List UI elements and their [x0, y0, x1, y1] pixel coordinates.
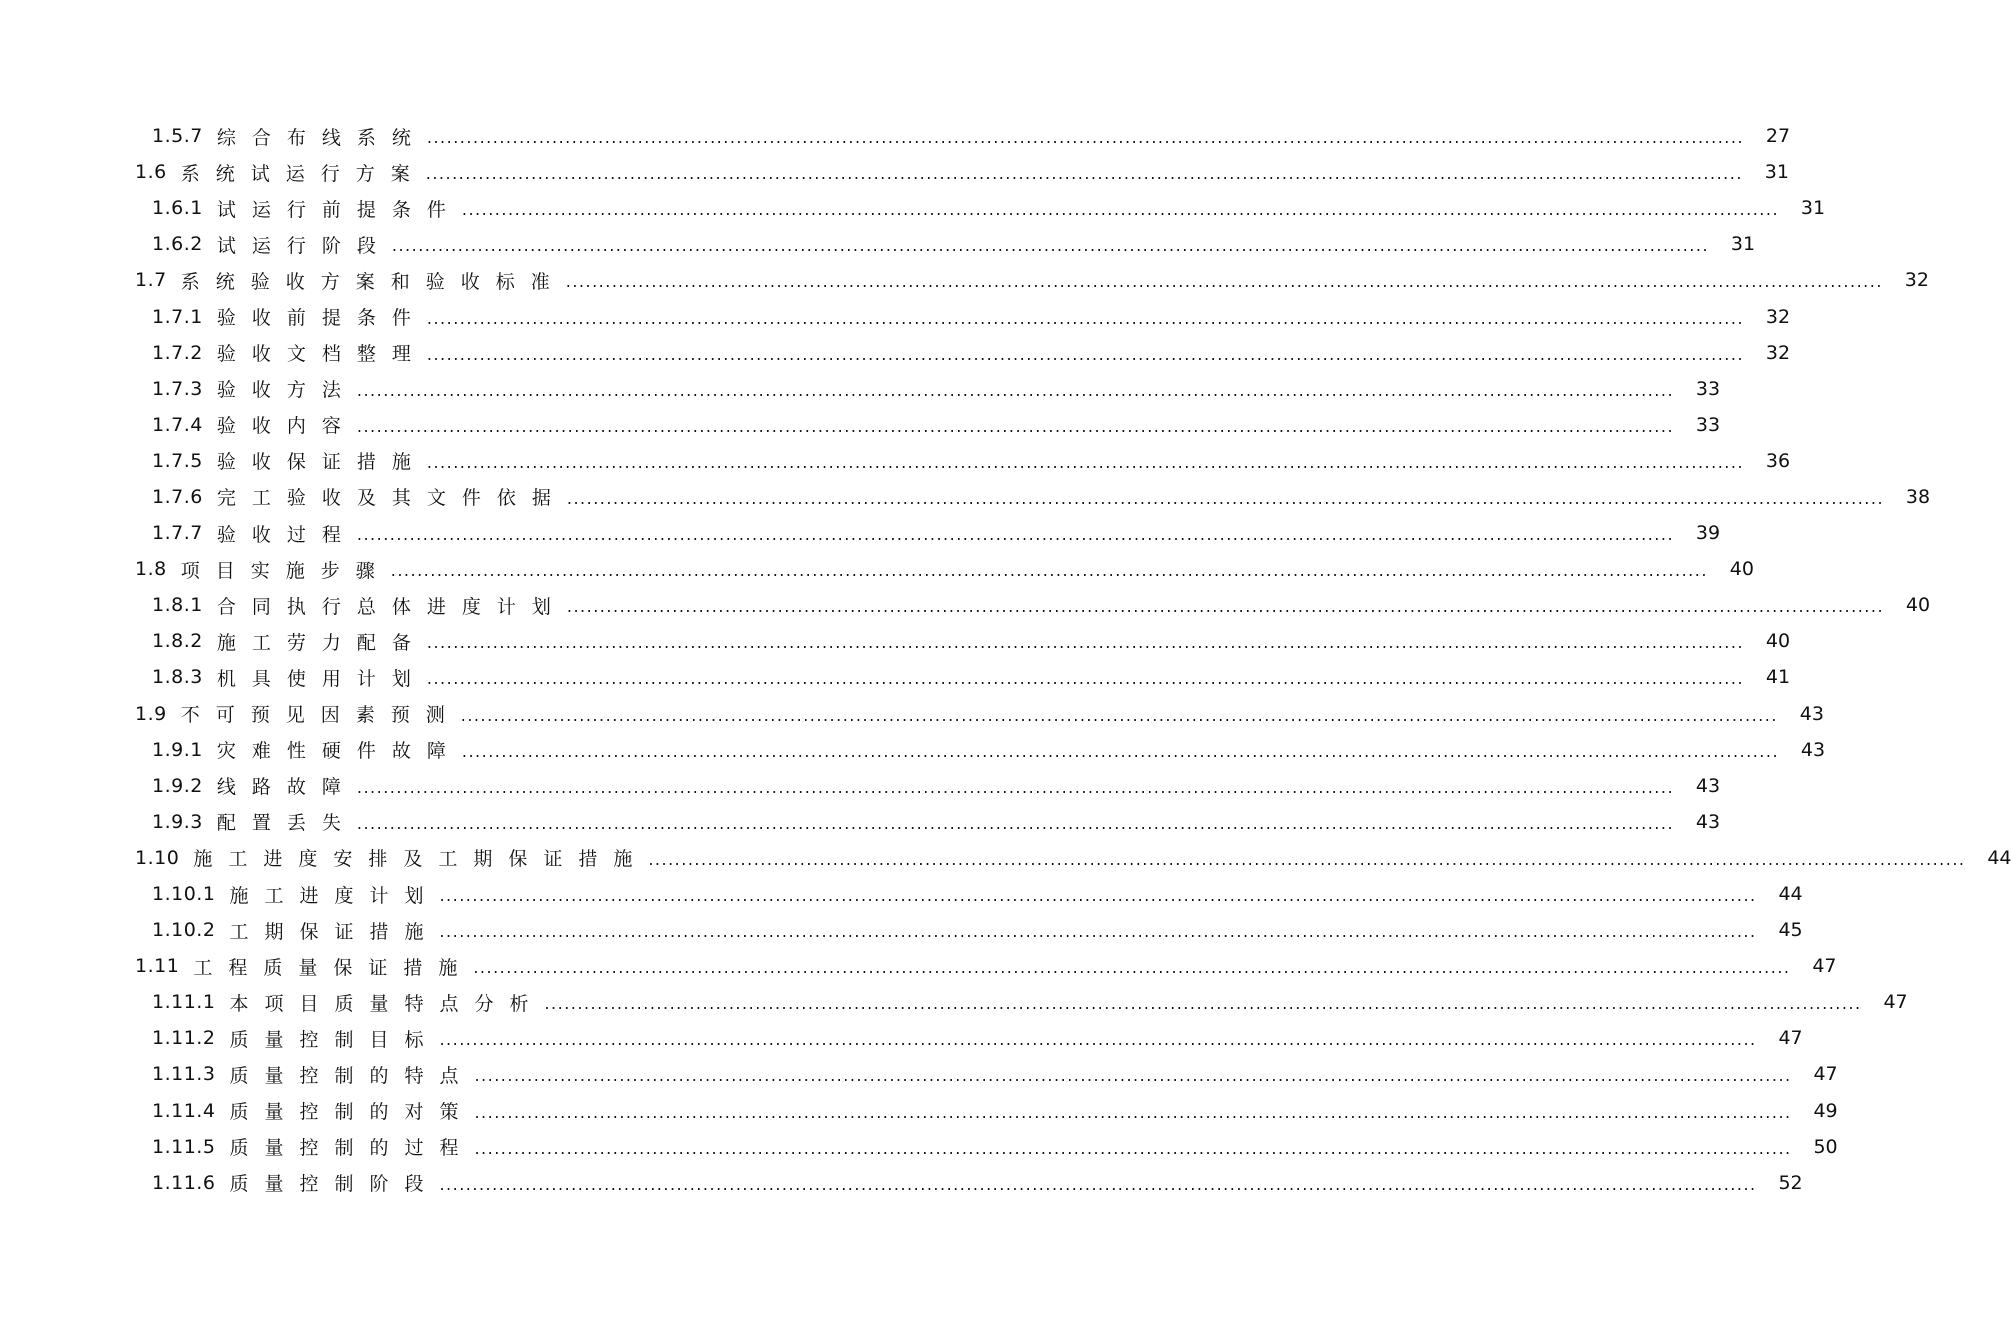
toc-entry-number: 1.10.2 [152, 919, 216, 942]
toc-entry-page-number: 27 [1765, 125, 1791, 148]
toc-entry-page-number: 40 [1765, 630, 1791, 653]
toc-entry-title: 验收前提条件 [216, 307, 427, 330]
toc-entry-page-number: 43 [1695, 774, 1721, 797]
toc-entry-number: 1.10 [135, 846, 180, 869]
toc-entry-number: 1.7.7 [152, 522, 203, 545]
toc-dot-leader: ........................................................................................................................................................................................................ [356, 416, 1675, 436]
toc-entry[interactable] [0, 298, 1791, 334]
toc-entry-page-number: 36 [1765, 449, 1791, 472]
toc-entry-page-number: 47 [1812, 955, 1837, 978]
toc-dot-leader: ........................................................................................................................................................................................................ [460, 705, 1778, 725]
toc-entry[interactable] [0, 1165, 1803, 1201]
toc-entry-title: 灾难性硬件故障 [216, 740, 462, 763]
toc-entry-title: 工期保证措施 [229, 920, 440, 943]
toc-entry[interactable] [0, 1056, 1838, 1092]
toc-entry-page-number: 40 [1905, 594, 1931, 617]
toc-entry-number: 1.7.3 [152, 377, 203, 400]
toc-entry[interactable] [0, 262, 1929, 298]
toc-entry-title: 质量控制目标 [229, 1028, 440, 1051]
toc-entry[interactable] [0, 335, 1791, 371]
toc-dot-leader: ........................................................................................................................................................................................................ [474, 1138, 1792, 1158]
toc-entry-page-number: 47 [1778, 1027, 1803, 1050]
toc-dot-leader: ........................................................................................................................................................................................................ [648, 849, 1966, 869]
toc-entry-number: 1.7.2 [152, 341, 203, 364]
toc-entry[interactable] [0, 190, 1826, 226]
toc-entry-page-number: 47 [1883, 991, 1908, 1014]
toc-dot-leader: ........................................................................................................................................................................................................ [565, 272, 1883, 292]
toc-dot-leader: ........................................................................................................................................................................................................ [356, 525, 1675, 545]
toc-entry-title: 不可预见因素预测 [180, 704, 461, 727]
toc-entry-title: 质量控制的特点 [229, 1064, 475, 1087]
toc-dot-leader: ........................................................................................................................................................................................................ [474, 1102, 1792, 1122]
toc-dot-leader: ........................................................................................................................................................................................................ [544, 994, 1862, 1014]
toc-entry-title: 机具使用计划 [216, 667, 427, 690]
toc-entry[interactable] [0, 1093, 1838, 1129]
toc-entry-title: 施工进度安排及工期保证措施 [193, 848, 649, 871]
toc-dot-leader: ........................................................................................................................................................................................................ [426, 452, 1745, 472]
table-of-contents [0, 118, 2012, 1201]
toc-entry-number: 1.11.4 [152, 1099, 216, 1122]
toc-entry-page-number: 31 [1764, 161, 1789, 184]
toc-entry-page-number: 32 [1904, 269, 1929, 292]
toc-entry-title: 试运行阶段 [216, 234, 392, 257]
toc-entry[interactable] [0, 226, 1756, 262]
toc-dot-leader: ........................................................................................................................................................................................................ [461, 741, 1780, 761]
toc-dot-leader: ........................................................................................................................................................................................................ [426, 669, 1745, 689]
toc-entry-title: 项目实施步骤 [180, 559, 391, 582]
toc-entry-title: 完工验收及其文件依据 [216, 487, 567, 510]
toc-entry[interactable] [0, 1020, 1803, 1056]
toc-entry-number: 1.9.2 [152, 774, 203, 797]
toc-dot-leader: ........................................................................................................................................................................................................ [356, 380, 1675, 400]
toc-entry[interactable] [0, 876, 1803, 912]
toc-dot-leader: ........................................................................................................................................................................................................ [391, 236, 1710, 256]
toc-entry[interactable] [0, 551, 1754, 587]
toc-entry-page-number: 39 [1695, 522, 1721, 545]
toc-entry[interactable] [0, 587, 1931, 623]
toc-dot-leader: ........................................................................................................................................................................................................ [426, 128, 1745, 148]
toc-dot-leader: ........................................................................................................................................................................................................ [474, 1066, 1792, 1086]
toc-entry-page-number: 44 [1987, 846, 2012, 869]
toc-entry-title: 合同执行总体进度计划 [216, 595, 567, 618]
toc-entry-number: 1.7.6 [152, 485, 203, 508]
toc-entry-title: 系统验收方案和验收标准 [180, 270, 566, 293]
toc-entry-number: 1.11.1 [152, 991, 216, 1014]
toc-entry-title: 系统试运行方案 [180, 162, 426, 185]
toc-entry-page-number: 41 [1765, 666, 1791, 689]
toc-entry-title: 验收保证措施 [216, 451, 427, 474]
toc-entry-number: 1.10.1 [152, 883, 216, 906]
toc-dot-leader: ........................................................................................................................................................................................................ [425, 164, 1743, 184]
toc-entry-title: 线路故障 [216, 776, 357, 799]
toc-entry-page-number: 38 [1905, 485, 1931, 508]
toc-entry-title: 质量控制的对策 [229, 1101, 475, 1124]
toc-entry-page-number: 44 [1778, 883, 1803, 906]
toc-entry[interactable] [0, 804, 1721, 840]
toc-entry-number: 1.11.6 [152, 1171, 216, 1194]
toc-entry[interactable] [0, 407, 1721, 443]
toc-entry-number: 1.7.1 [152, 305, 203, 328]
toc-entry-number: 1.8 [135, 558, 167, 581]
toc-entry-page-number: 45 [1778, 919, 1803, 942]
toc-entry-page-number: 32 [1765, 305, 1791, 328]
toc-entry[interactable] [0, 948, 1837, 984]
toc-entry-number: 1.9 [135, 702, 167, 725]
toc-entry-number: 1.11.2 [152, 1027, 216, 1050]
toc-dot-leader: ........................................................................................................................................................................................................ [426, 633, 1745, 653]
toc-entry[interactable] [0, 768, 1721, 804]
toc-entry-number: 1.6.1 [152, 197, 203, 220]
toc-entry-title: 质量控制阶段 [229, 1173, 440, 1196]
toc-entry[interactable] [0, 984, 1908, 1020]
toc-entry-page-number: 52 [1778, 1171, 1803, 1194]
toc-entry-number: 1.5.7 [152, 125, 203, 148]
toc-entry-number: 1.8.2 [152, 630, 203, 653]
toc-entry-number: 1.9.3 [152, 810, 203, 833]
toc-entry-page-number: 50 [1813, 1135, 1838, 1158]
toc-entry-title: 综合布线系统 [216, 126, 427, 149]
toc-entry-page-number: 49 [1813, 1099, 1838, 1122]
toc-entry[interactable] [0, 479, 1931, 515]
toc-entry-number: 1.11 [135, 955, 180, 978]
toc-entry-page-number: 31 [1730, 233, 1756, 256]
toc-entry-page-number: 33 [1695, 377, 1721, 400]
toc-entry-page-number: 43 [1799, 702, 1824, 725]
toc-dot-leader: ........................................................................................................................................................................................................ [566, 597, 1885, 617]
toc-dot-leader: ........................................................................................................................................................................................................ [439, 922, 1757, 942]
toc-entry-number: 1.8.1 [152, 594, 203, 617]
toc-entry[interactable] [0, 623, 1791, 659]
toc-entry-title: 验收过程 [216, 523, 357, 546]
toc-entry[interactable] [0, 443, 1791, 479]
toc-entry[interactable] [0, 1129, 1838, 1165]
toc-entry-title: 质量控制的过程 [229, 1137, 475, 1160]
toc-entry-page-number: 32 [1765, 341, 1791, 364]
toc-dot-leader: ........................................................................................................................................................................................................ [356, 813, 1675, 833]
toc-entry-title: 验收文档整理 [216, 343, 427, 366]
toc-entry-number: 1.6 [135, 161, 167, 184]
toc-entry[interactable] [0, 371, 1721, 407]
toc-entry[interactable] [0, 840, 2012, 876]
toc-entry-page-number: 47 [1813, 1063, 1838, 1086]
toc-entry-number: 1.11.3 [152, 1063, 216, 1086]
toc-dot-leader: ........................................................................................................................................................................................................ [390, 561, 1708, 581]
toc-entry-title: 验收方法 [216, 379, 357, 402]
toc-dot-leader: ........................................................................................................................................................................................................ [426, 308, 1745, 328]
toc-entry-number: 1.7 [135, 269, 167, 292]
toc-entry[interactable] [0, 696, 1824, 732]
toc-entry-title: 工程质量保证措施 [193, 956, 474, 979]
toc-entry-title: 施工劳力配备 [216, 631, 427, 654]
toc-entry-number: 1.6.2 [152, 233, 203, 256]
toc-entry-page-number: 43 [1695, 810, 1721, 833]
toc-entry-title: 验收内容 [216, 415, 357, 438]
toc-entry-page-number: 40 [1729, 558, 1754, 581]
toc-dot-leader: ........................................................................................................................................................................................................ [566, 488, 1885, 508]
toc-dot-leader: ........................................................................................................................................................................................................ [439, 1030, 1757, 1050]
toc-entry[interactable] [0, 659, 1791, 695]
toc-entry[interactable] [0, 515, 1721, 551]
toc-entry-page-number: 33 [1695, 413, 1721, 436]
toc-dot-leader: ........................................................................................................................................................................................................ [426, 344, 1745, 364]
toc-dot-leader: ........................................................................................................................................................................................................ [356, 777, 1675, 797]
toc-dot-leader: ........................................................................................................................................................................................................ [439, 1174, 1757, 1194]
toc-dot-leader: ........................................................................................................................................................................................................ [473, 958, 1791, 978]
toc-entry-title: 本项目质量特点分析 [229, 992, 545, 1015]
toc-entry-number: 1.11.5 [152, 1135, 216, 1158]
toc-entry-number: 1.8.3 [152, 666, 203, 689]
toc-entry[interactable] [0, 912, 1803, 948]
toc-dot-leader: ........................................................................................................................................................................................................ [439, 886, 1757, 906]
toc-entry[interactable] [0, 732, 1826, 768]
toc-entry-title: 施工进度计划 [229, 884, 440, 907]
toc-entry-number: 1.7.4 [152, 413, 203, 436]
toc-entry-page-number: 31 [1800, 197, 1826, 220]
toc-entry-number: 1.9.1 [152, 738, 203, 761]
toc-entry-page-number: 43 [1800, 738, 1826, 761]
toc-entry[interactable] [0, 118, 1791, 154]
toc-entry-number: 1.7.5 [152, 449, 203, 472]
toc-entry-title: 配置丢失 [216, 812, 357, 835]
toc-dot-leader: ........................................................................................................................................................................................................ [461, 200, 1780, 220]
toc-entry-title: 试运行前提条件 [216, 198, 462, 221]
toc-entry[interactable] [0, 154, 1789, 190]
